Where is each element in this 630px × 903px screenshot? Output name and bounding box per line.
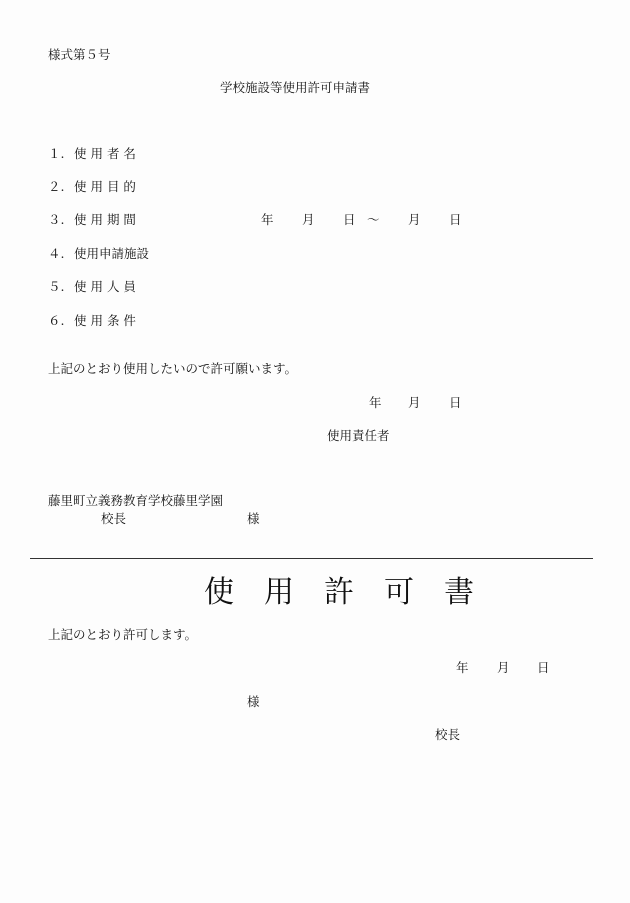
item-number: ４.	[48, 246, 65, 261]
period-month2: 月	[408, 212, 421, 227]
period-day2: 日	[449, 212, 462, 227]
permit-principal: 校長	[435, 727, 461, 742]
permit-text: 上記のとおり許可します。	[48, 627, 198, 642]
form-number: 様式第５号	[48, 47, 111, 62]
item-number: ２.	[48, 179, 65, 194]
date-year: 年	[369, 395, 382, 410]
addressee-principal: 校長	[101, 511, 127, 526]
addressee-honorific: 様	[247, 511, 260, 526]
item-label: 使 用 期 間	[74, 212, 136, 227]
item-number: ３.	[48, 212, 65, 227]
permit-title: 使 用 許 可 書	[204, 575, 474, 610]
item-number: ６.	[48, 313, 65, 328]
section-divider	[30, 558, 593, 559]
date-day: 日	[449, 395, 462, 410]
permit-honorific: 様	[247, 694, 260, 709]
period-tilde: ～	[367, 212, 380, 227]
item-number: ５.	[48, 279, 65, 294]
responsible-person-label: 使用責任者	[327, 428, 390, 443]
request-text: 上記のとおり使用したいので許可願います。	[48, 361, 298, 376]
item-label: 使 用 目 的	[74, 179, 136, 194]
date-month: 月	[408, 395, 421, 410]
period-year: 年	[261, 212, 274, 227]
date-month: 月	[497, 660, 510, 675]
period-day: 日	[343, 212, 356, 227]
document-title: 学校施設等使用許可申請書	[220, 80, 371, 95]
item-label: 使用申請施設	[74, 246, 150, 261]
addressee-school: 藤里町立義務教育学校藤里学園	[48, 493, 224, 508]
date-year: 年	[456, 660, 469, 675]
period-month: 月	[302, 212, 315, 227]
date-day: 日	[537, 660, 550, 675]
item-label: 使 用 条 件	[74, 313, 136, 328]
item-label: 使 用 人 員	[74, 279, 136, 294]
item-number: １.	[48, 146, 65, 161]
item-label: 使 用 者 名	[74, 146, 136, 161]
